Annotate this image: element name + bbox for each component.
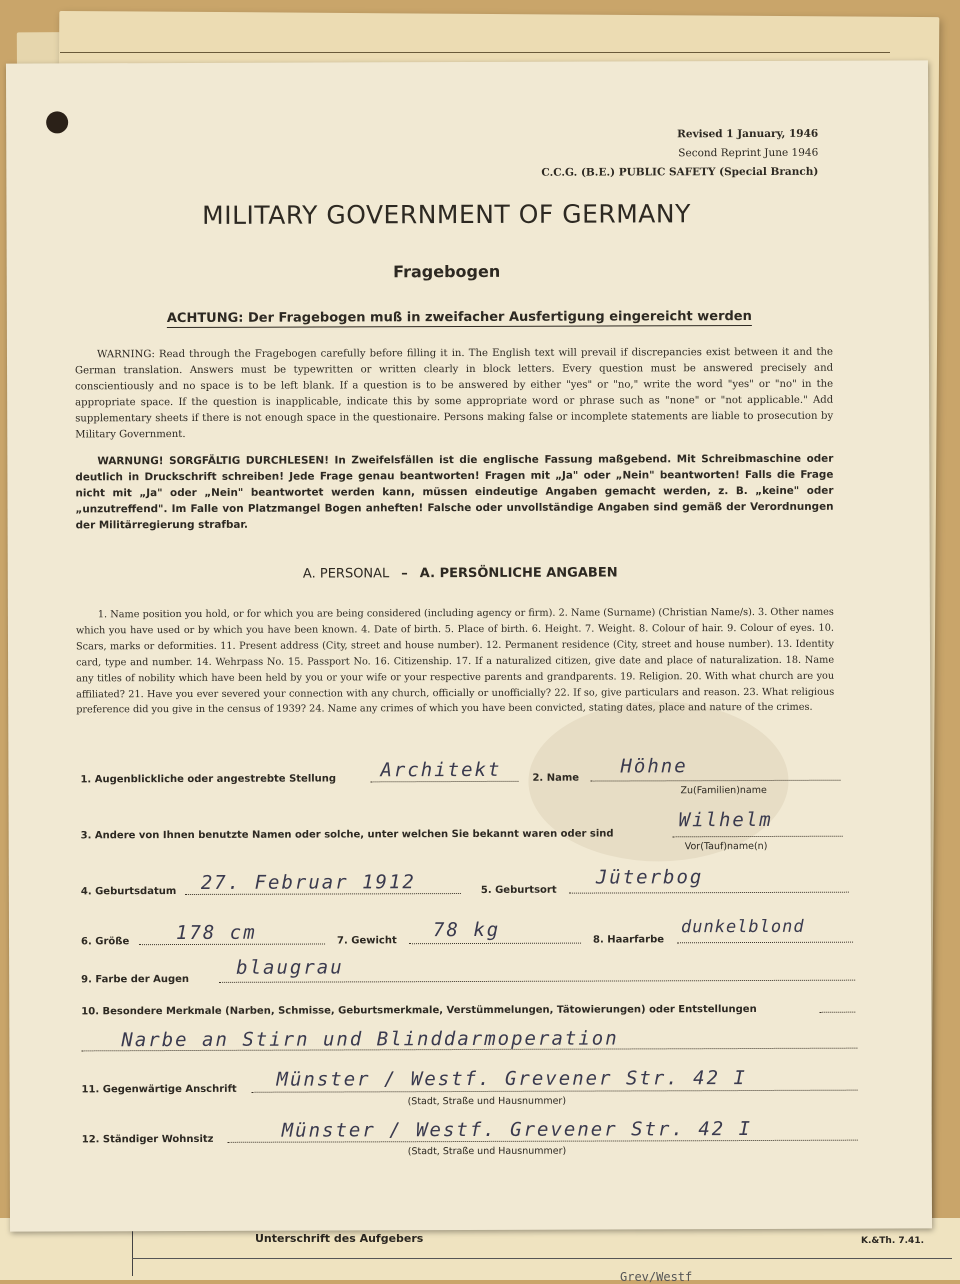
section-heading-en: A. PERSONAL [302, 566, 390, 582]
field-row-marks [81, 985, 861, 1018]
field-line-weight [409, 943, 581, 945]
section-heading [8, 564, 913, 582]
field-row-eyes [81, 953, 861, 986]
field-label-marks: 10. Besondere Merkmale (Narben, Schmisse, Geburtsmerkmale, Verstümmelungen, Tätowierungen) oder Entstellungen [81, 1003, 757, 1018]
warning-german: WARNUNG! SORGFÄLTIG DURCHLESEN! In Zweifelsfällen ist die englische Fassung maßgebend. Mit Schreibmaschine oder deutlich in Druckschrift schreiben! Jede Frage genau beantworten! Fragen mit „Ja" oder „Nein" beantworten! Falls die Frage nicht mit „Ja" oder „Nein" beantwortet werden kann, müssen eindeutige Angaben gemacht werden, z. B. „keine" oder „unzutreffend". Im Falle von Platzmangel Bogen anheften! Falsche oder unvollständige Angaben sind gemäß der Verordnungen der Militärregierung strafbar. [75, 452, 834, 532]
field-caption-name: Zu(Familien)name [680, 784, 767, 797]
achtung-notice [7, 308, 912, 326]
field-value-height[interactable]: 178 cm [175, 921, 257, 945]
field-label-present-address: 11. Gegenwärtige Anschrift [81, 1083, 237, 1096]
field-label-birth-place: 5. Geburtsort [480, 884, 557, 896]
field-label-other-names: 3. Andere von Ihnen benutzte Namen oder solche, unter welchen Sie bekannt waren oder sind [80, 828, 614, 842]
field-caption-permanent-residence: (Stadt, Straße und Hausnummer) [407, 1145, 567, 1158]
page-subtitle: Fragebogen [393, 261, 501, 282]
print-code: K.&Th. 7.41. [861, 1236, 924, 1246]
field-label-height: 6. Größe [81, 936, 130, 948]
field-line-birth-place [569, 892, 849, 894]
signature-label: Unterschrift des Aufgebers [255, 1232, 424, 1245]
field-row-marks-value [81, 1021, 861, 1054]
strip-vertical-rule [132, 1226, 133, 1276]
strip-horizontal-rule [132, 1258, 952, 1259]
punch-hole [46, 111, 68, 133]
revision-block [541, 125, 818, 183]
bottom-scrawl: Grev/Westf [620, 1270, 693, 1284]
fragebogen-page [6, 60, 932, 1231]
field-row-physical [81, 915, 861, 948]
field-label-name: 2. Name [532, 772, 580, 784]
field-value-position[interactable]: Architekt [380, 758, 502, 782]
field-line-other-names [673, 836, 843, 838]
questions-english: 1. Name position you hold, or for which you are being considered (including agency or firm). 2. Name (Surname) (Christian Name/s). 3. Other names which you have used or by which you have been known. 4. Date of birth. 5. Place of birth. 6. Height. 7. Weight. 8. Colour of hair. 9. Colour of eyes. 10. Scars, marks or deformities. 11. Present address (City, street and house number). 12. Permanent residence (City, street and house number). 13. Identity card, type and number. 14. Wehrpass No. 15. Passport No. 16. Citizenship. 17. If a naturalized citizen, give date and place of naturalization. 18. Name any titles of nobility which have been held by you or your wife or your respective parents and grandparents. 19. Religion. 20. With what church are you affiliated? 21. Have you ever severed your connection with any church, officially or unofficially? 22. If so, give particulars and reason. 23. What religious preference did you give in the census of 1939? 24. Name any crimes of which you have been convicted, stating dates, place and nature of the crimes. [75, 606, 835, 716]
field-label-eyes: 9. Farbe der Augen [81, 973, 190, 986]
background-paper-rule [60, 52, 890, 53]
section-heading-dash: – [401, 566, 408, 582]
field-label-weight: 7. Gewicht [337, 935, 397, 947]
field-value-hair[interactable]: dunkelblond [680, 916, 805, 938]
field-caption-present-address: (Stadt, Straße und Hausnummer) [407, 1095, 567, 1108]
field-row-other-names [80, 808, 861, 853]
field-label-hair: 8. Haarfarbe [593, 934, 665, 946]
revision-date: Revised 1 January, 1946 [677, 127, 819, 141]
field-value-birth-date[interactable]: 27. Februar 1912 [200, 871, 416, 894]
reprint-date: Second Reprint June 1946 [678, 146, 819, 160]
field-line-hair [677, 942, 853, 944]
field-label-permanent-residence: 12. Ständiger Wohnsitz [81, 1133, 214, 1146]
field-value-marks[interactable]: Narbe an Stirn und Blinddarmoperation [121, 1027, 619, 1052]
field-value-eyes[interactable]: blaugrau [236, 956, 344, 979]
field-caption-other-names: Vor(Tauf)name(n) [684, 840, 768, 853]
field-value-permanent-residence[interactable]: Münster / Westf. Grevener Str. 42 I [281, 1118, 753, 1142]
field-row-permanent-residence [81, 1113, 862, 1158]
achtung-text: ACHTUNG: Der Fragebogen muß in zweifacher Ausfertigung eingereicht werden [166, 309, 752, 327]
field-value-weight[interactable]: 78 kg [432, 918, 501, 942]
field-row-position-name [80, 753, 860, 797]
field-row-present-address [81, 1063, 861, 1108]
field-row-birth [81, 865, 861, 898]
field-value-present-address[interactable]: Münster / Westf. Grevener Str. 42 I [276, 1067, 747, 1091]
field-line-marks-top [819, 1012, 855, 1013]
section-heading-de: A. PERSÖNLICHE ANGABEN [419, 565, 618, 582]
warning-english: WARNING: Read through the Fragebogen carefully before filling it in. The English text will prevail if discrepancies exist between it and the German translation. Answers must be typewritten or written clearly in block letters. Every question must be answered precisely and conscientiously and no space is to be left blank. If a question is to be answered by either "yes" or "no," write the word "yes" or "no" in the appropriate space. If the question is inapplicable, indicate this by some appropriate word or phrase such as "none" or "not applicable." Add supplementary sheets if there is not enough space in the questionaire. Persons making false or incomplete statements are liable to prosecution by Military Government. [75, 346, 834, 441]
field-label-position: 1. Augenblickliche oder angestrebte Stellung [80, 773, 337, 786]
field-value-name[interactable]: Höhne [620, 755, 688, 778]
field-value-other-names[interactable]: Wilhelm [678, 808, 773, 832]
issuing-branch: C.C.G. (B.E.) PUBLIC SAFETY (Special Branch) [541, 165, 819, 179]
field-value-birth-place[interactable]: Jüterbog [595, 866, 704, 889]
field-label-birth-date: 4. Geburtsdatum [80, 886, 177, 898]
page-title: MILITARY GOVERNMENT OF GERMANY [202, 199, 691, 230]
field-line-name [590, 780, 840, 782]
field-line-eyes [219, 980, 855, 983]
